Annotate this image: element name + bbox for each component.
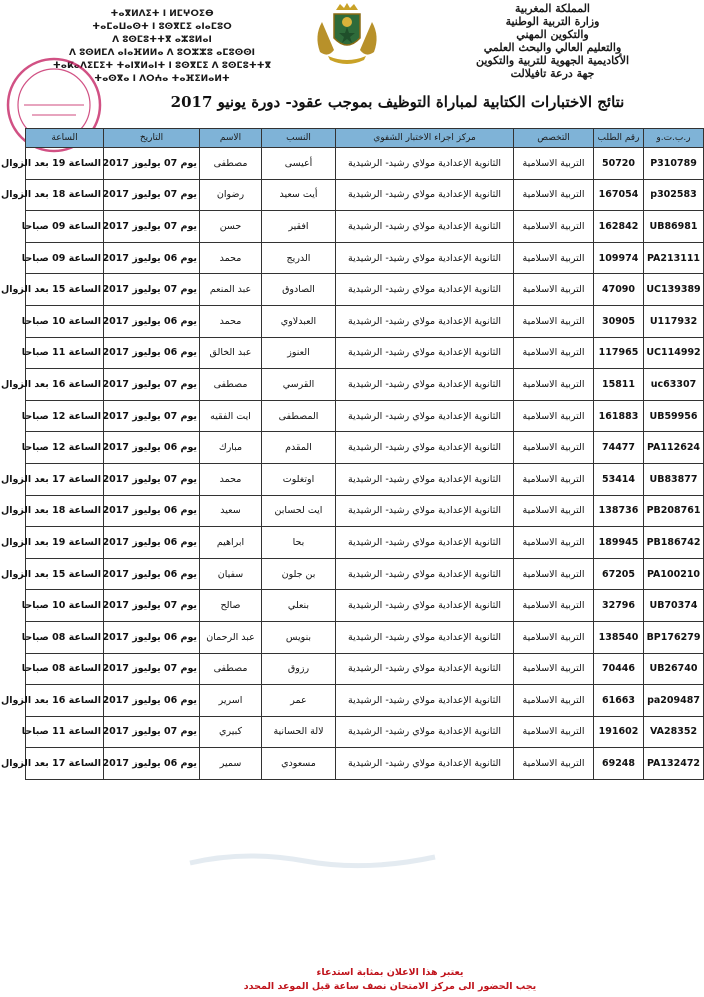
date-cell: يوم 06 يوليوز 2017 — [104, 527, 200, 559]
table-row — [26, 369, 704, 401]
table-row — [26, 685, 704, 717]
candidate-code-cell: VA28352 — [644, 716, 704, 748]
tifinagh-line: ⵜⴰⴽⴰⴷⵉⵎⵉⵜ ⵜⴰⵏⴳⵍⴰⵏⵜ ⵏ ⵓⵙⴳⵎⵉ ⴷ ⵓⵙⵎⵓⵜⵜⴳ — [52, 61, 272, 71]
time-cell: الساعة 10 صباحا — [26, 305, 104, 337]
time-cell: الساعة 09 صباحا — [26, 242, 104, 274]
candidate-code-cell: PB208761 — [644, 495, 704, 527]
candidate-code-cell: pa209487 — [644, 685, 704, 717]
arabic-line: والتعليم العالي والبحث العلمي — [483, 41, 622, 54]
date-cell: يوم 07 يوليوز 2017 — [104, 400, 200, 432]
exam-center-cell: الثانوية الإعدادية مولاي رشيد- الرشيدية — [336, 305, 514, 337]
time-cell: الساعة 16 بعد الزوال — [26, 685, 104, 717]
surname-cell: بحا — [262, 527, 336, 559]
candidate-code-cell: PB186742 — [644, 527, 704, 559]
specialty-cell: التربية الاسلامية — [514, 274, 594, 306]
time-cell: الساعة 11 صباحا — [26, 716, 104, 748]
time-cell: الساعة 16 بعد الزوال — [26, 369, 104, 401]
time-cell: الساعة 19 بعد الزوال — [26, 527, 104, 559]
surname-cell: افقير — [262, 211, 336, 243]
candidate-code-cell: uc63307 — [644, 369, 704, 401]
exam-center-cell: الثانوية الإعدادية مولاي رشيد- الرشيدية — [336, 274, 514, 306]
table-row — [26, 716, 704, 748]
first-name-cell: عبد الخالق — [200, 337, 262, 369]
surname-cell: أيت سعيد — [262, 179, 336, 211]
table-row — [26, 242, 704, 274]
page-title: نتائج الاختبارات الكتابية لمباراة التوظيف بموجب عقود- دورة يونيو 2017 — [170, 93, 625, 111]
results-table — [0, 128, 704, 780]
specialty-cell: التربية الاسلامية — [514, 590, 594, 622]
time-cell: الساعة 12 صباحا — [26, 400, 104, 432]
tifinagh-line: ⴷ ⵓⵙⵍⵎⴷ ⴰⵏⴰⴼⵍⵍⴰ ⴷ ⵓⵔⵣⵣⵓ ⴰⵎⵓⵙⵙⵏ — [68, 48, 256, 58]
application-number-cell: 61663 — [594, 685, 644, 717]
date-cell: يوم 06 يوليوز 2017 — [104, 432, 200, 464]
candidate-code-cell: U117932 — [644, 305, 704, 337]
specialty-cell: التربية الاسلامية — [514, 400, 594, 432]
surname-cell: بنعلي — [262, 590, 336, 622]
table-row — [26, 463, 704, 495]
footer-line: يعتبر هذا الاعلان بمثابة استدعاء — [316, 967, 464, 978]
table-row — [26, 590, 704, 622]
time-cell: الساعة 09 صباحا — [26, 211, 104, 243]
candidate-code-cell: PA213111 — [644, 242, 704, 274]
first-name-cell: سفيان — [200, 558, 262, 590]
footer-notice — [150, 966, 630, 994]
table-row — [26, 400, 704, 432]
arabic-letterhead — [420, 2, 685, 80]
first-name-cell: اسرير — [200, 685, 262, 717]
application-number-cell: 30905 — [594, 305, 644, 337]
candidate-code-cell: PA100210 — [644, 558, 704, 590]
surname-cell: مسعودي — [262, 748, 336, 780]
surname-cell: اوتغلوت — [262, 463, 336, 495]
exam-center-cell: الثانوية الإعدادية مولاي رشيد- الرشيدية — [336, 432, 514, 464]
time-cell: الساعة 08 صباحا — [26, 621, 104, 653]
application-number-cell: 161883 — [594, 400, 644, 432]
first-name-cell: ابراهيم — [200, 527, 262, 559]
surname-cell: القرسي — [262, 369, 336, 401]
application-number-cell: 15811 — [594, 369, 644, 401]
first-name-cell: محمد — [200, 242, 262, 274]
date-cell: يوم 07 يوليوز 2017 — [104, 274, 200, 306]
exam-center-cell: الثانوية الإعدادية مولاي رشيد- الرشيدية — [336, 463, 514, 495]
table-row — [26, 337, 704, 369]
application-number-cell: 32796 — [594, 590, 644, 622]
table-row — [26, 495, 704, 527]
time-cell: الساعة 08 صباحا — [26, 653, 104, 685]
date-cell: يوم 06 يوليوز 2017 — [104, 337, 200, 369]
application-number-cell: 69248 — [594, 748, 644, 780]
time-cell: الساعة 15 بعد الزوال — [26, 558, 104, 590]
application-number-cell: 47090 — [594, 274, 644, 306]
first-name-cell: عبد الرحمان — [200, 621, 262, 653]
arabic-line: المملكة المغربية — [515, 2, 590, 15]
first-name-cell: مصطفى — [200, 653, 262, 685]
specialty-cell: التربية الاسلامية — [514, 685, 594, 717]
candidate-code-cell: BP176279 — [644, 621, 704, 653]
footer-line: يجب الحضور الى مركز الامتحان نصف ساعة قبل الموعد المحدد — [243, 981, 537, 992]
specialty-cell: التربية الاسلامية — [514, 716, 594, 748]
exam-center-cell: الثانوية الإعدادية مولاي رشيد- الرشيدية — [336, 590, 514, 622]
first-name-cell: رضوان — [200, 179, 262, 211]
exam-center-cell: الثانوية الإعدادية مولاي رشيد- الرشيدية — [336, 148, 514, 180]
table-body — [0, 148, 704, 780]
specialty-cell: التربية الاسلامية — [514, 748, 594, 780]
application-number-cell: 189945 — [594, 527, 644, 559]
date-cell: يوم 06 يوليوز 2017 — [104, 242, 200, 274]
application-number-cell: 167054 — [594, 179, 644, 211]
tifinagh-line: ⵜⴰⵙⴳⴰ ⵏ ⴷⵔⵄⴰ ⵜⴰⴼⵉⵍⴰⵍⵜ — [94, 74, 230, 84]
date-cell: يوم 06 يوليوز 2017 — [104, 685, 200, 717]
table-header-row — [26, 129, 704, 148]
surname-cell: أعيسى — [262, 148, 336, 180]
exam-center-cell: الثانوية الإعدادية مولاي رشيد- الرشيدية — [336, 337, 514, 369]
date-cell: يوم 07 يوليوز 2017 — [104, 590, 200, 622]
date-cell: يوم 07 يوليوز 2017 — [104, 148, 200, 180]
exam-center-cell: الثانوية الإعدادية مولاي رشيد- الرشيدية — [336, 527, 514, 559]
exam-center-cell: الثانوية الإعدادية مولاي رشيد- الرشيدية — [336, 211, 514, 243]
candidate-code-cell: UC114992 — [644, 337, 704, 369]
table-row — [26, 211, 704, 243]
first-name-cell: سمير — [200, 748, 262, 780]
date-cell: يوم 06 يوليوز 2017 — [104, 305, 200, 337]
time-cell: الساعة 19 بعد الزوال — [26, 148, 104, 180]
specialty-cell: التربية الاسلامية — [514, 211, 594, 243]
tifinagh-line: ⵜⴰⵎⴰⵡⴰⵙⵜ ⵏ ⵓⵙⴳⵎⵉ ⴰⵏⴰⵎⵓⵔ — [92, 22, 232, 32]
application-number-cell: 117965 — [594, 337, 644, 369]
candidate-code-cell: P310789 — [644, 148, 704, 180]
application-number-cell: 70446 — [594, 653, 644, 685]
specialty-cell: التربية الاسلامية — [514, 463, 594, 495]
column-header: النسب — [262, 129, 336, 148]
table-row — [26, 653, 704, 685]
time-cell: الساعة 17 بعد الزوال — [26, 748, 104, 780]
exam-center-cell: الثانوية الإعدادية مولاي رشيد- الرشيدية — [336, 748, 514, 780]
table-row — [26, 621, 704, 653]
surname-cell: الصادوق — [262, 274, 336, 306]
exam-center-cell: الثانوية الإعدادية مولاي رشيد- الرشيدية — [336, 621, 514, 653]
candidate-code-cell: PA112624 — [644, 432, 704, 464]
table-row — [26, 305, 704, 337]
surname-cell: عمر — [262, 685, 336, 717]
exam-center-cell: الثانوية الإعدادية مولاي رشيد- الرشيدية — [336, 400, 514, 432]
candidate-code-cell: UB86981 — [644, 211, 704, 243]
date-cell: يوم 07 يوليوز 2017 — [104, 716, 200, 748]
arabic-line: جهة درعة تافيلالت — [510, 67, 595, 80]
exam-center-cell: الثانوية الإعدادية مولاي رشيد- الرشيدية — [336, 716, 514, 748]
exam-center-cell: الثانوية الإعدادية مولاي رشيد- الرشيدية — [336, 558, 514, 590]
table-row — [26, 527, 704, 559]
application-number-cell: 67205 — [594, 558, 644, 590]
application-number-cell: 162842 — [594, 211, 644, 243]
time-cell: الساعة 15 بعد الزوال — [26, 274, 104, 306]
date-cell: يوم 07 يوليوز 2017 — [104, 179, 200, 211]
arabic-line: وزارة التربية الوطنية — [505, 15, 600, 28]
specialty-cell: التربية الاسلامية — [514, 653, 594, 685]
column-header: التخصص — [514, 129, 594, 148]
coat-of-arms-emblem — [308, 2, 386, 66]
table-row — [26, 748, 704, 780]
surname-cell: الدريج — [262, 242, 336, 274]
date-cell: يوم 06 يوليوز 2017 — [104, 495, 200, 527]
first-name-cell: صالح — [200, 590, 262, 622]
candidate-code-cell: UB59956 — [644, 400, 704, 432]
application-number-cell: 138540 — [594, 621, 644, 653]
candidate-code-cell: UB83877 — [644, 463, 704, 495]
first-name-cell: مبارك — [200, 432, 262, 464]
exam-center-cell: الثانوية الإعدادية مولاي رشيد- الرشيدية — [336, 369, 514, 401]
faded-mark — [185, 845, 445, 875]
date-cell: يوم 06 يوليوز 2017 — [104, 558, 200, 590]
exam-center-cell: الثانوية الإعدادية مولاي رشيد- الرشيدية — [336, 653, 514, 685]
surname-cell: ايت لحسابن — [262, 495, 336, 527]
first-name-cell: حسن — [200, 211, 262, 243]
time-cell: الساعة 12 صباحا — [26, 432, 104, 464]
specialty-cell: التربية الاسلامية — [514, 621, 594, 653]
column-header: التاريخ — [104, 129, 200, 148]
table-row — [26, 179, 704, 211]
surname-cell: بنويس — [262, 621, 336, 653]
application-number-cell: 191602 — [594, 716, 644, 748]
surname-cell: المقدم — [262, 432, 336, 464]
column-header: الساعة — [26, 129, 104, 148]
specialty-cell: التربية الاسلامية — [514, 432, 594, 464]
column-header: الاسم — [200, 129, 262, 148]
table-row — [26, 558, 704, 590]
table-row — [26, 148, 704, 180]
first-name-cell: مصطفى — [200, 369, 262, 401]
first-name-cell: ايت الفقيه — [200, 400, 262, 432]
specialty-cell: التربية الاسلامية — [514, 527, 594, 559]
time-cell: الساعة 18 بعد الزوال — [26, 179, 104, 211]
application-number-cell: 138736 — [594, 495, 644, 527]
specialty-cell: التربية الاسلامية — [514, 558, 594, 590]
date-cell: يوم 07 يوليوز 2017 — [104, 653, 200, 685]
date-cell: يوم 06 يوليوز 2017 — [104, 621, 200, 653]
date-cell: يوم 07 يوليوز 2017 — [104, 463, 200, 495]
time-cell: الساعة 11 صباحا — [26, 337, 104, 369]
specialty-cell: التربية الاسلامية — [514, 148, 594, 180]
surname-cell: المصطفى — [262, 400, 336, 432]
first-name-cell: عبد المنعم — [200, 274, 262, 306]
application-number-cell: 109974 — [594, 242, 644, 274]
exam-center-cell: الثانوية الإعدادية مولاي رشيد- الرشيدية — [336, 242, 514, 274]
surname-cell: العبدلاوي — [262, 305, 336, 337]
column-header: رقم الطلب — [594, 129, 644, 148]
exam-center-cell: الثانوية الإعدادية مولاي رشيد- الرشيدية — [336, 495, 514, 527]
table-row — [26, 432, 704, 464]
specialty-cell: التربية الاسلامية — [514, 369, 594, 401]
candidate-code-cell: p302583 — [644, 179, 704, 211]
candidate-code-cell: UC139389 — [644, 274, 704, 306]
date-cell: يوم 07 يوليوز 2017 — [104, 211, 200, 243]
specialty-cell: التربية الاسلامية — [514, 305, 594, 337]
letterhead — [0, 0, 700, 85]
arabic-line: الأكاديمية الجهوية للتربية والتكوين — [475, 54, 630, 67]
time-cell: الساعة 17 بعد الزوال — [26, 463, 104, 495]
table-row — [26, 274, 704, 306]
application-number-cell: 74477 — [594, 432, 644, 464]
specialty-cell: التربية الاسلامية — [514, 242, 594, 274]
application-number-cell: 53414 — [594, 463, 644, 495]
surname-cell: لالة الحسانية — [262, 716, 336, 748]
surname-cell: رزوق — [262, 653, 336, 685]
specialty-cell: التربية الاسلامية — [514, 495, 594, 527]
candidate-code-cell: UB26740 — [644, 653, 704, 685]
exam-center-cell: الثانوية الإعدادية مولاي رشيد- الرشيدية — [336, 179, 514, 211]
tifinagh-line: ⴷ ⵓⵙⵎⵓⵜⵜⴳ ⴰⵣⵓⵍⴰⵏ — [112, 35, 212, 45]
date-cell: يوم 07 يوليوز 2017 — [104, 369, 200, 401]
first-name-cell: مصطفى — [200, 148, 262, 180]
column-header: ر.ب.ت.و — [644, 129, 704, 148]
candidate-code-cell: UB70374 — [644, 590, 704, 622]
first-name-cell: محمد — [200, 463, 262, 495]
time-cell: الساعة 18 بعد الزوال — [26, 495, 104, 527]
first-name-cell: محمد — [200, 305, 262, 337]
column-header: مركز اجراء الاختبار الشفوي — [336, 129, 514, 148]
surname-cell: العنوز — [262, 337, 336, 369]
date-cell: يوم 06 يوليوز 2017 — [104, 748, 200, 780]
surname-cell: بن جلون — [262, 558, 336, 590]
candidate-code-cell: PA132472 — [644, 748, 704, 780]
application-number-cell: 50720 — [594, 148, 644, 180]
time-cell: الساعة 10 صباحا — [26, 590, 104, 622]
first-name-cell: سعيد — [200, 495, 262, 527]
tifinagh-line: ⵜⴰⴳⵍⴷⵉⵜ ⵏ ⵍⵎⵖⵔⵉⴱ — [110, 9, 214, 19]
arabic-line: والتكوين المهني — [516, 28, 589, 41]
specialty-cell: التربية الاسلامية — [514, 179, 594, 211]
first-name-cell: كبيري — [200, 716, 262, 748]
specialty-cell: التربية الاسلامية — [514, 337, 594, 369]
exam-center-cell: الثانوية الإعدادية مولاي رشيد- الرشيدية — [336, 685, 514, 717]
